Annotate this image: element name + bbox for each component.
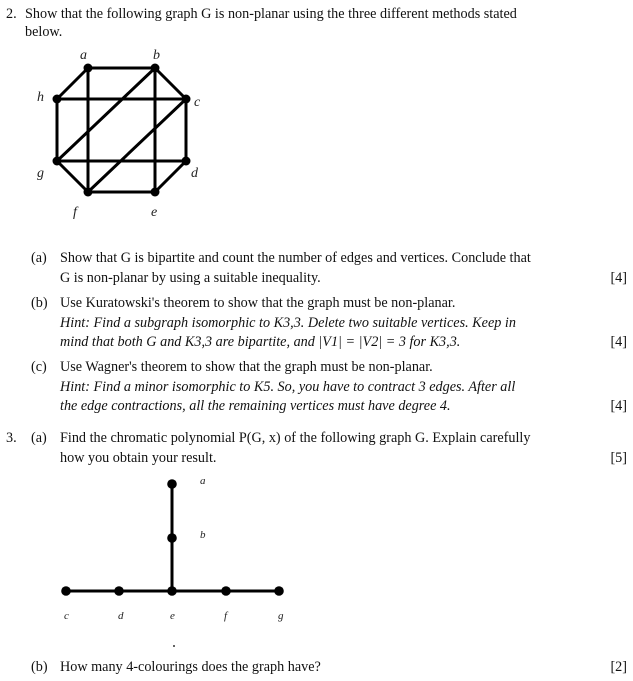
tree-label-c: c (64, 610, 69, 622)
q3a-tag: (a) (31, 430, 47, 446)
q2a-marks: [4] (610, 270, 627, 286)
label-g: g (37, 166, 44, 181)
tree-label-b: b (200, 529, 206, 541)
q2c-line3: the edge contractions, all the remaining vertices must have degree 4. (60, 398, 451, 414)
q3b-line1: How many 4-colourings does the graph have? (60, 659, 321, 675)
vertex-a (84, 64, 93, 73)
stray-dot (173, 645, 175, 647)
q2a-tag: (a) (31, 250, 47, 266)
label-d: d (191, 166, 198, 181)
vertex-d (182, 157, 191, 166)
q2c-line2: Hint: Find a minor isomorphic to K5. So, you have to contract 3 edges. After all (60, 379, 516, 395)
tree-vertex-g (274, 586, 284, 596)
q2a-line1: Show that G is bipartite and count the number of edges and vertices. Conclude that (60, 250, 531, 266)
vertex-f (84, 188, 93, 197)
question-2-number: 2. (6, 6, 17, 22)
tree-vertex-c (61, 586, 71, 596)
tree-vertex-f (221, 586, 231, 596)
q2c-marks: [4] (610, 398, 627, 414)
label-b: b (153, 48, 160, 63)
question-2-intro-line2: below. (25, 24, 63, 40)
tree-label-e: e (170, 610, 175, 622)
q2c-tag: (c) (31, 359, 47, 375)
q2b-line3: mind that both G and K3,3 are bipartite, and |V1| = |V2| = 3 for K3,3. (60, 334, 461, 350)
tree-label-g: g (278, 610, 284, 622)
tree-vertex-d (114, 586, 124, 596)
q2b-line2: Hint: Find a subgraph isomorphic to K3,3. Delete two suitable vertices. Keep in (60, 315, 516, 331)
vertex-h (53, 95, 62, 104)
label-a: a (80, 48, 87, 63)
q3b-marks: [2] (610, 659, 627, 675)
q2c-line1: Use Wagner's theorem to show that the graph must be non-planar. (60, 359, 433, 375)
tree-label-d: d (118, 610, 124, 622)
q2a-line2: G is non-planar by using a suitable inequality. (60, 270, 321, 286)
vertex-c (182, 95, 191, 104)
q3a-line1: Find the chromatic polynomial P(G, x) of the following graph G. Explain carefully (60, 430, 531, 446)
vertex-e (151, 188, 160, 197)
label-h: h (37, 90, 44, 105)
q3a-marks: [5] (610, 450, 627, 466)
label-e: e (151, 205, 158, 220)
tree-label-f: f (224, 610, 228, 622)
tree-vertex-a (167, 479, 177, 489)
vertex-b (151, 64, 160, 73)
tree-vertex-b (167, 533, 177, 543)
label-c: c (194, 95, 201, 110)
q2b-tag: (b) (31, 295, 48, 311)
q2b-marks: [4] (610, 334, 627, 350)
q3a-line2: how you obtain your result. (60, 450, 217, 466)
question-3-number: 3. (6, 430, 17, 446)
label-f: f (73, 205, 77, 220)
q2b-line1: Use Kuratowski's theorem to show that the graph must be non-planar. (60, 295, 456, 311)
q3b-tag: (b) (31, 659, 48, 675)
question-2-intro-line1: Show that the following graph G is non-planar using the three different methods stated (25, 6, 517, 22)
vertex-g (53, 157, 62, 166)
tree-label-a: a (200, 475, 206, 487)
tree-vertex-e (167, 586, 177, 596)
